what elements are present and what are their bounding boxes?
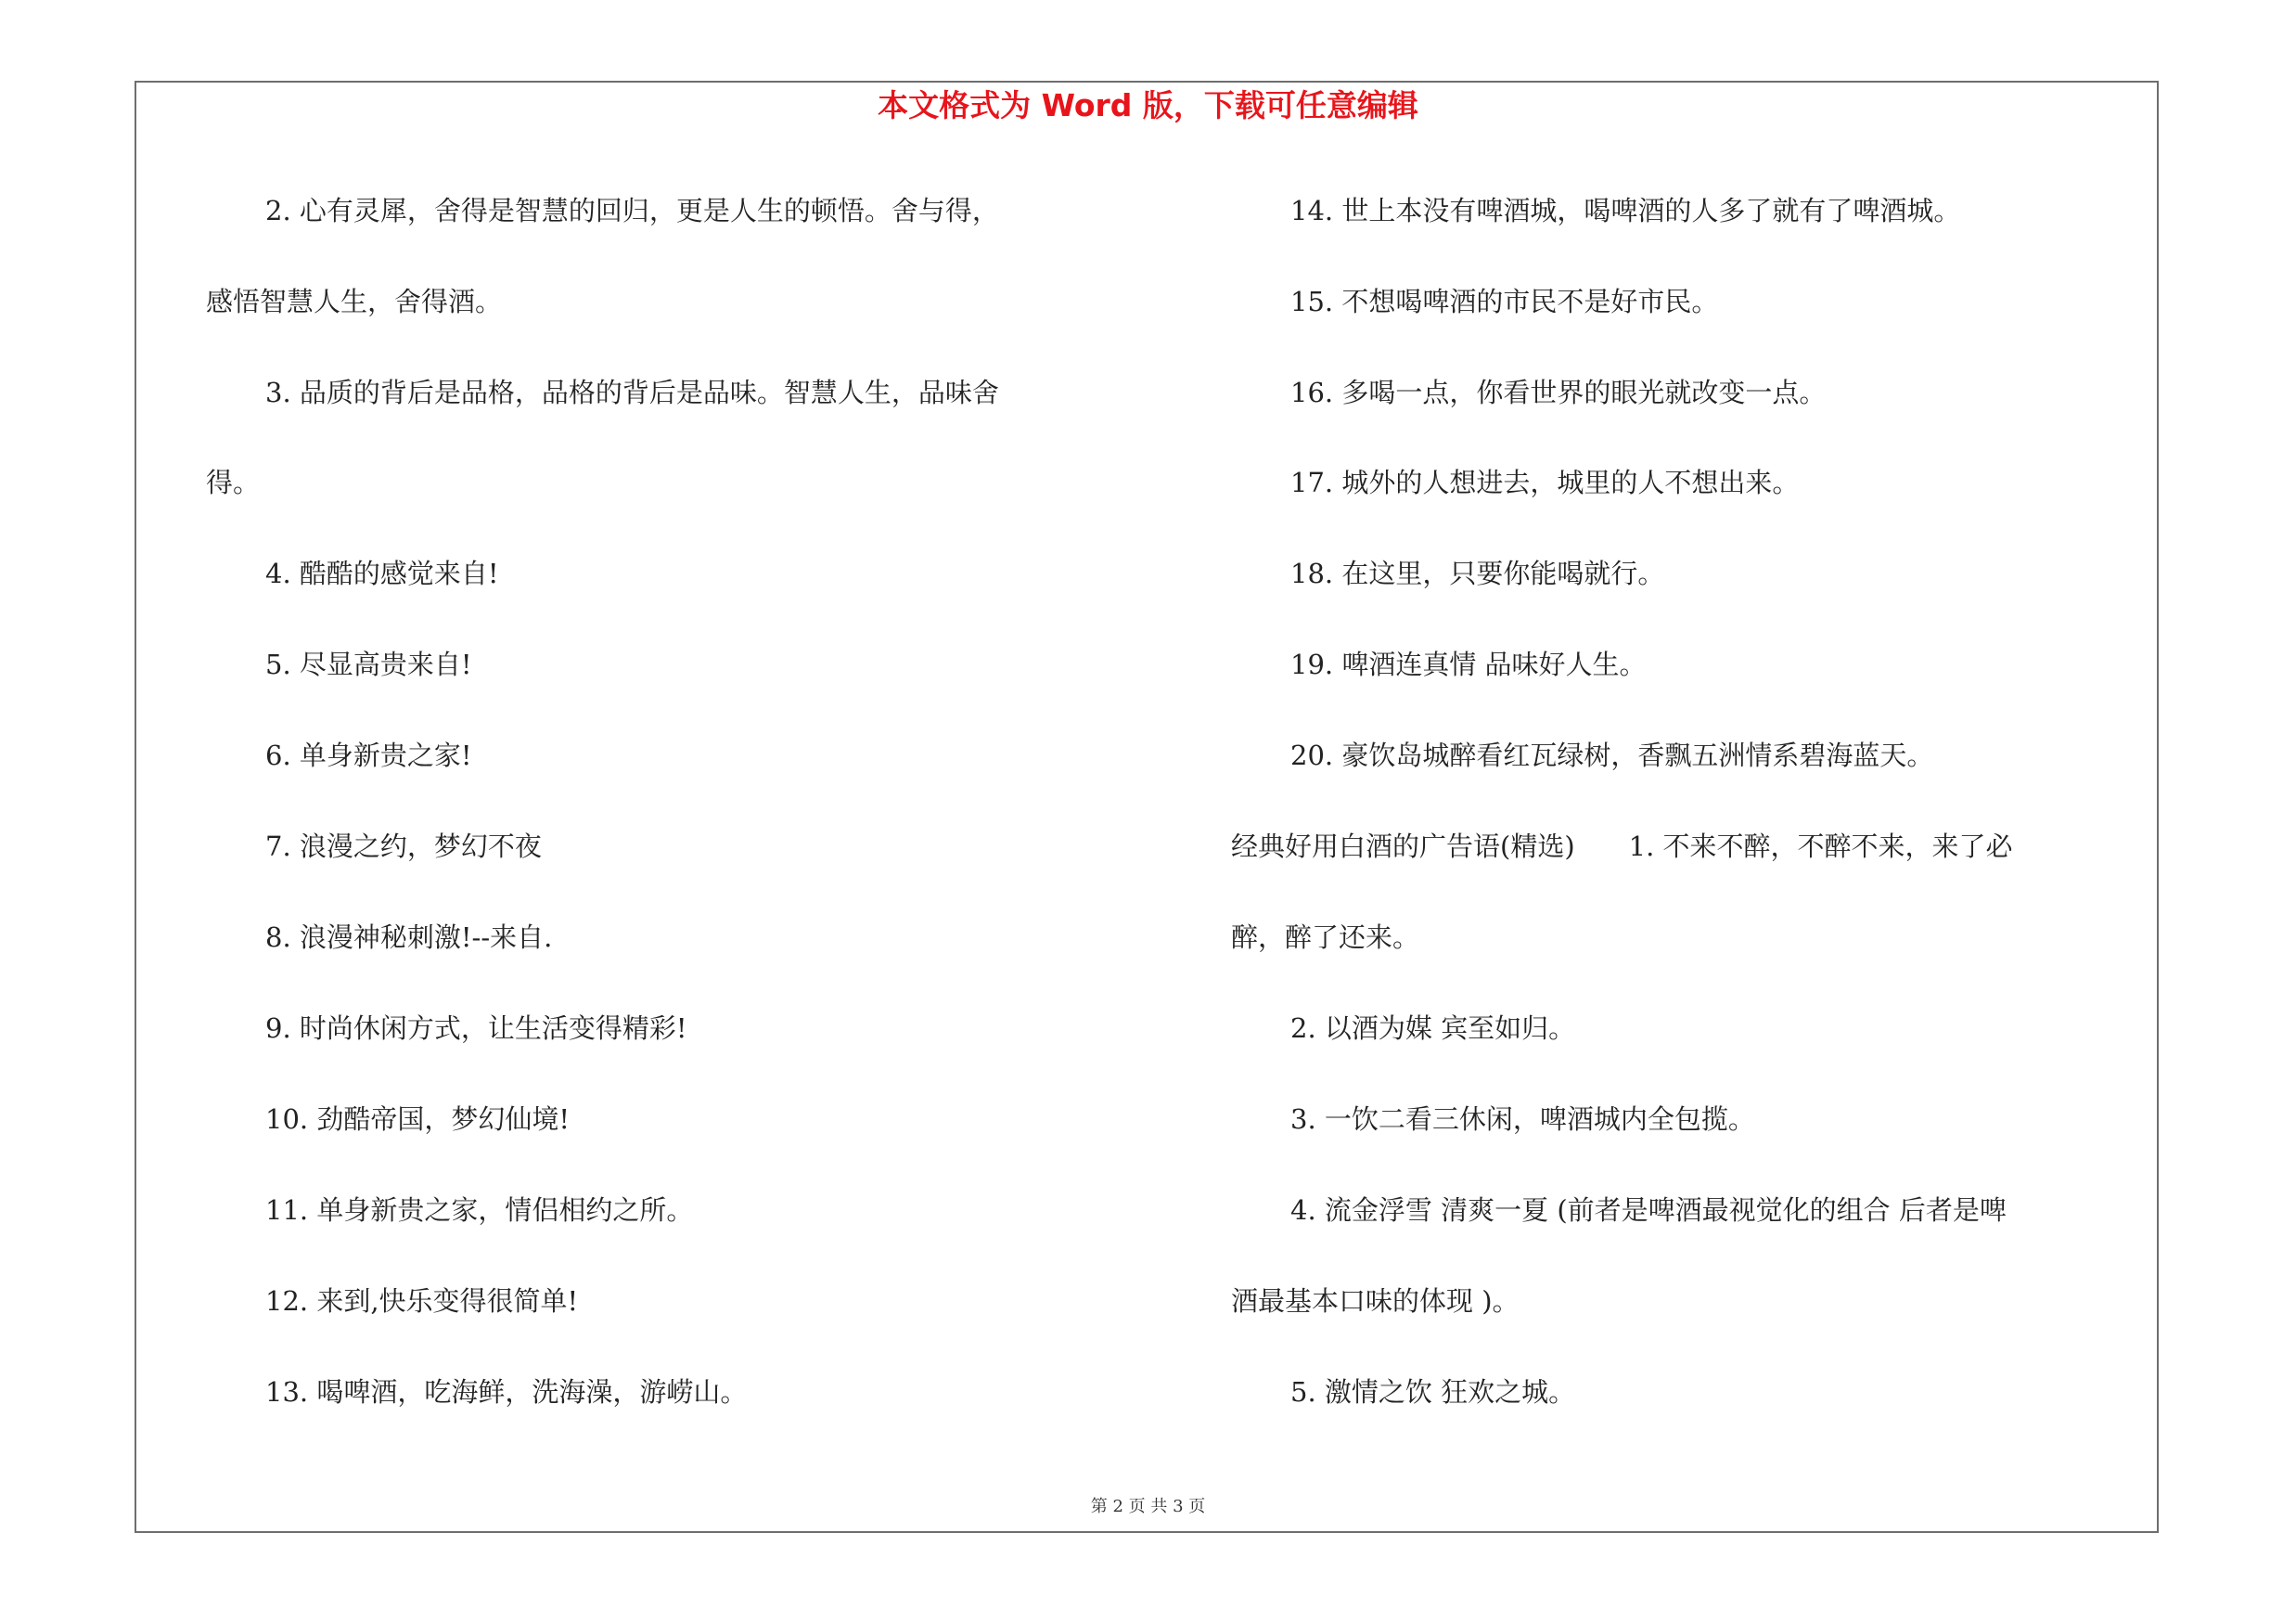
- format-banner: 本文格式为 Word 版，下载可任意编辑: [878, 87, 1418, 123]
- list-item: 17. 城外的人想进去，城里的人不想出来。: [1290, 467, 1800, 498]
- list-item: 6. 单身新贵之家!: [265, 740, 472, 771]
- list-item: 11. 单身新贵之家，情侣相约之所。: [265, 1194, 694, 1226]
- list-item: 4. 酷酷的感觉来自!: [265, 558, 499, 589]
- list-item: 15. 不想喝啤酒的市民不是好市民。: [1290, 286, 1719, 317]
- list-item: 2. 以酒为媒 宾至如归。: [1290, 1012, 1576, 1044]
- list-item: 16. 多喝一点，你看世界的眼光就改变一点。: [1290, 377, 1827, 408]
- page-number-footer: 第 2 页 共 3 页: [1090, 1497, 1206, 1516]
- list-item: 19. 啤酒连真情 品味好人生。: [1290, 649, 1647, 680]
- list-item-line: 2. 心有灵犀，舍得是智慧的回归，更是人生的顿悟。舍与得，: [265, 195, 999, 226]
- list-item-line: 3. 品质的背后是品格，品格的背后是品味。智慧人生，品味舍: [265, 377, 999, 408]
- list-item-line: 酒最基本口味的体现 )。: [1231, 1285, 1520, 1317]
- list-item-line: 感悟智慧人生，舍得酒。: [206, 286, 503, 317]
- section-heading-line: 经典好用白酒的广告语(精选) 1. 不来不醉，不醉不来，来了必: [1231, 831, 2013, 862]
- list-item: 13. 喝啤酒，吃海鲜，洗海澡，游崂山。: [265, 1376, 748, 1408]
- list-item: 3. 一饮二看三休闲，啤酒城内全包揽。: [1290, 1103, 1755, 1135]
- list-item: 8. 浪漫神秘刺激!--来自.: [265, 921, 553, 953]
- list-item-line: 得。: [206, 467, 261, 498]
- list-item: 12. 来到,快乐变得很简单!: [265, 1285, 579, 1317]
- list-item: 14. 世上本没有啤酒城，喝啤酒的人多了就有了啤酒城。: [1290, 195, 1961, 226]
- list-item: 7. 浪漫之约，梦幻不夜: [265, 831, 542, 862]
- list-item-line: 醉，醉了还来。: [1231, 921, 1420, 953]
- list-item: 20. 豪饮岛城醉看红瓦绿树，香飘五洲情系碧海蓝天。: [1290, 740, 1934, 771]
- list-item: 5. 激情之饮 狂欢之城。: [1290, 1376, 1576, 1408]
- list-item: 18. 在这里，只要你能喝就行。: [1290, 558, 1665, 589]
- list-item: 10. 劲酷帝国，梦幻仙境!: [265, 1103, 570, 1135]
- list-item-line: 4. 流金浮雪 清爽一夏 (前者是啤酒最视觉化的组合 后者是啤: [1290, 1194, 2007, 1226]
- list-item: 5. 尽显高贵来自!: [265, 649, 472, 680]
- list-item: 9. 时尚休闲方式，让生活变得精彩!: [265, 1012, 687, 1044]
